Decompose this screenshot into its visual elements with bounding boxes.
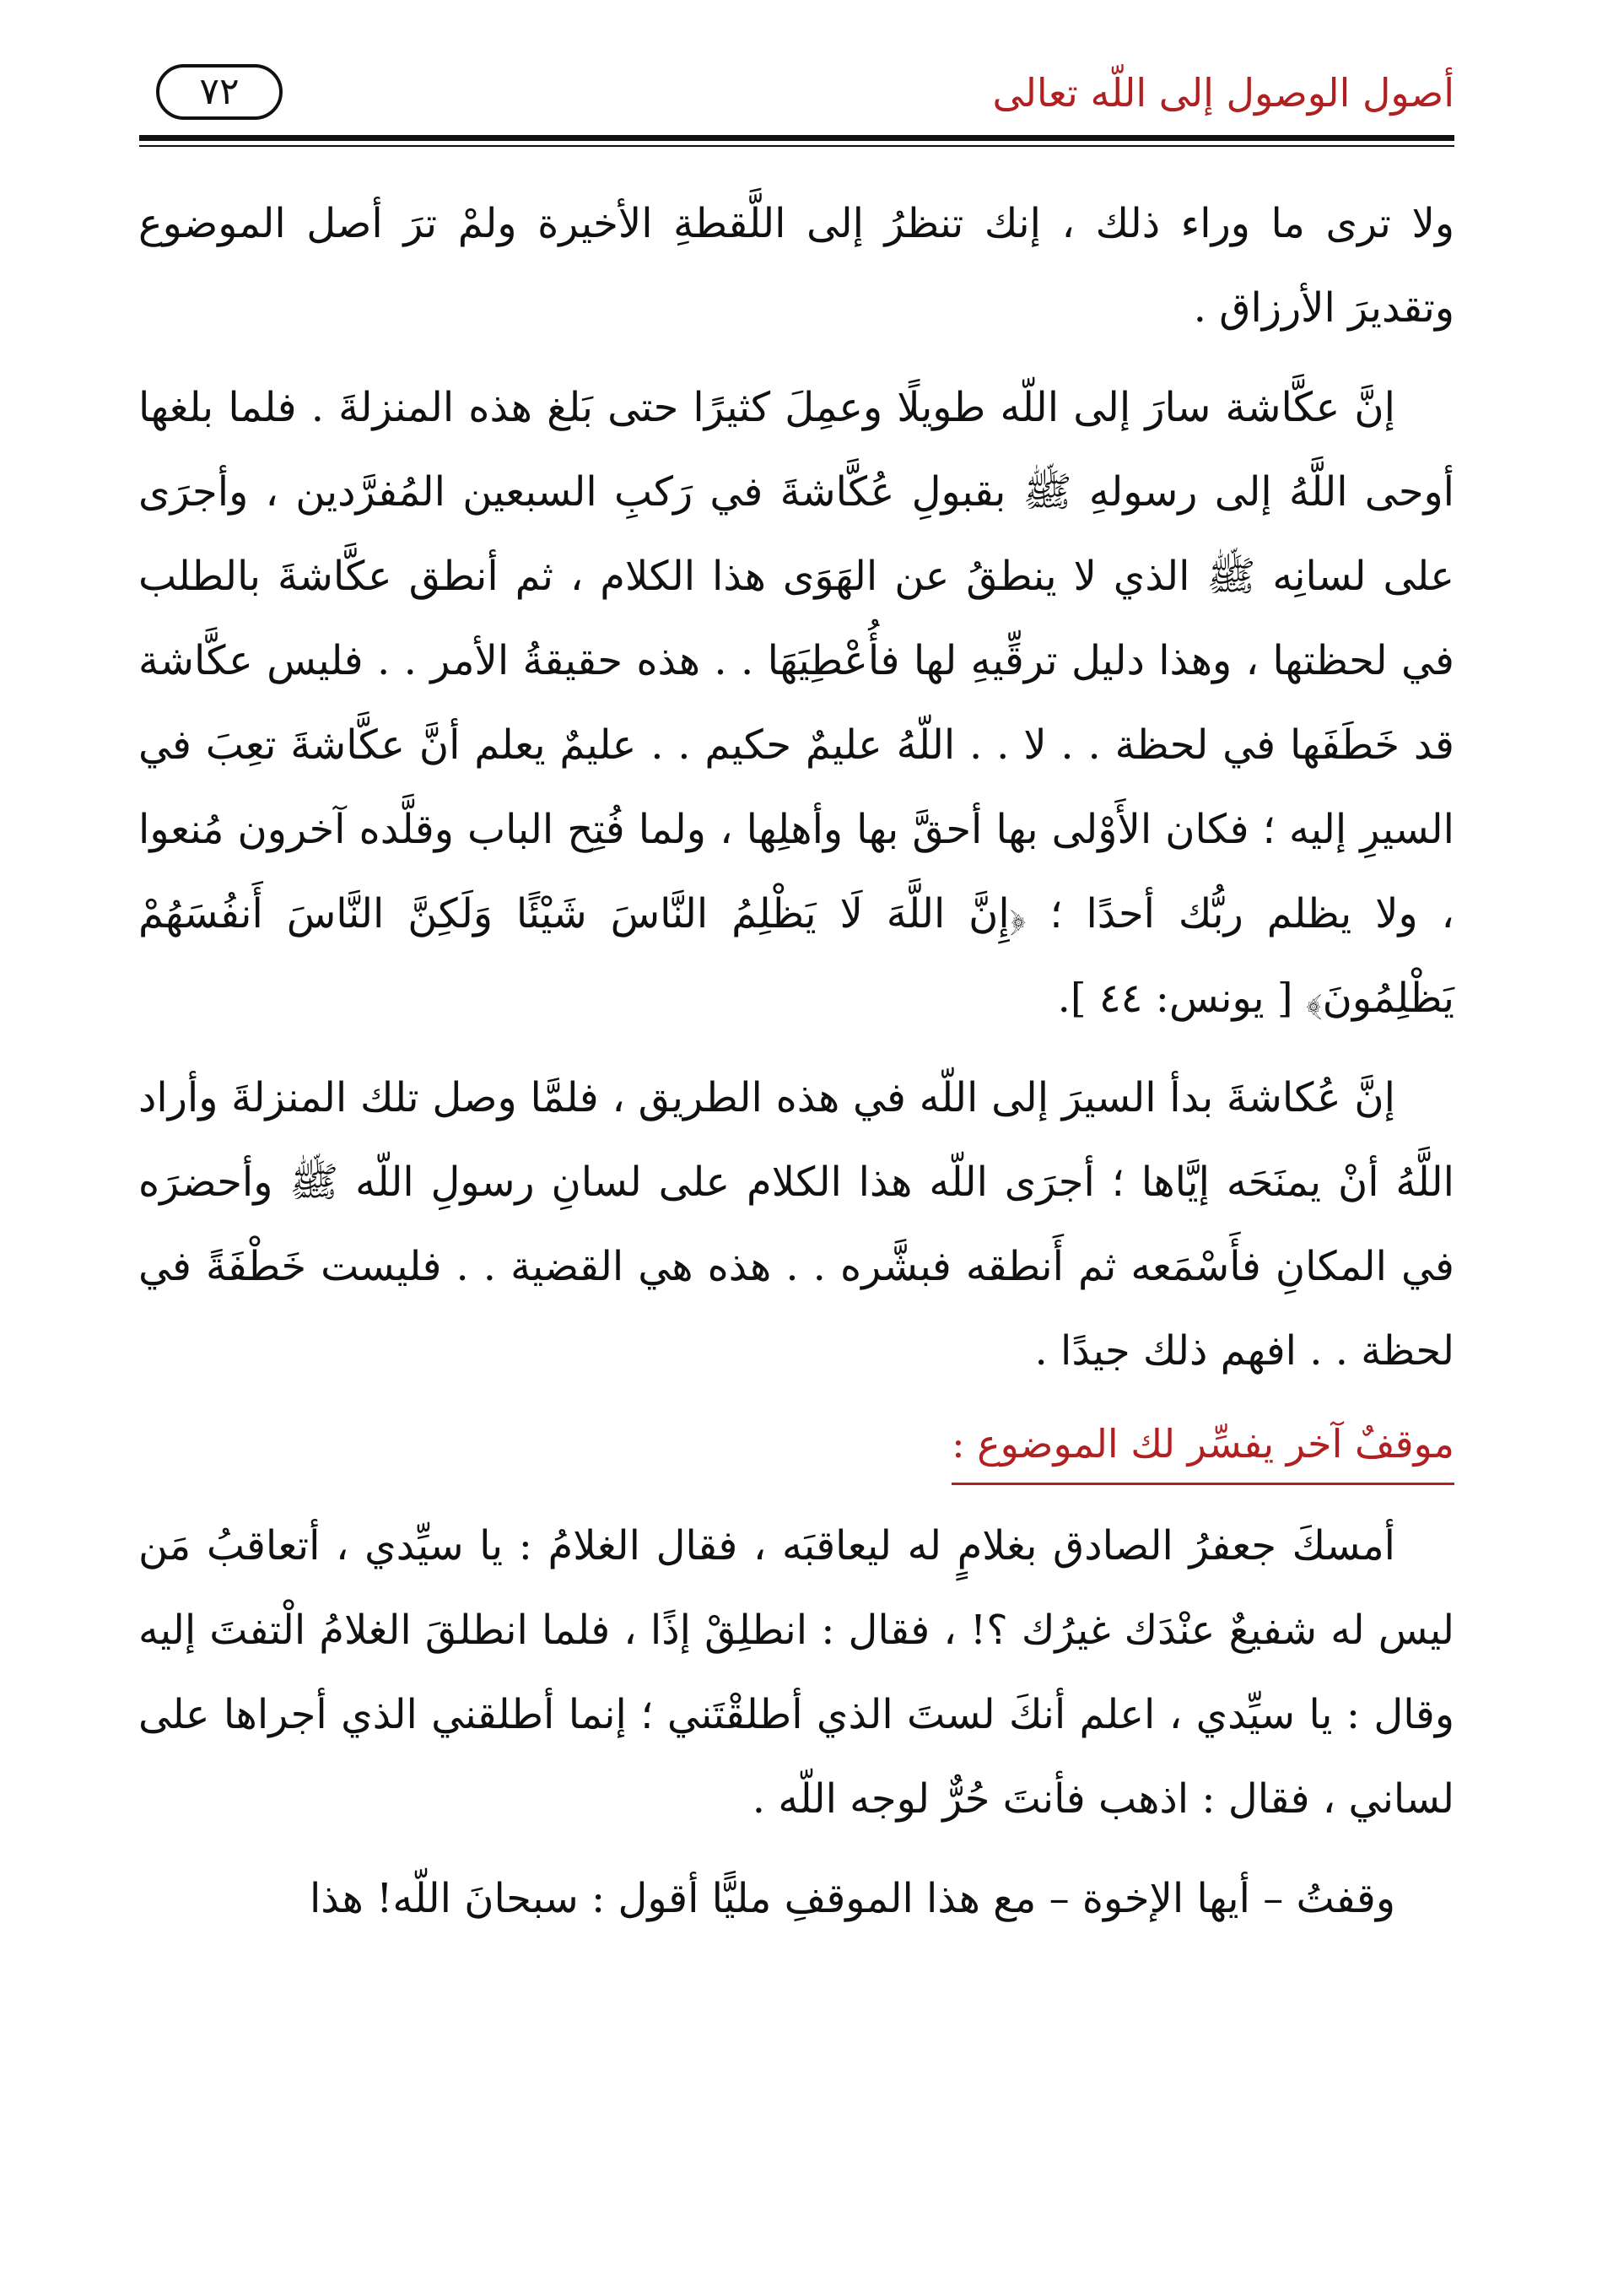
page-content [138,181,1454,1956]
section-heading-wrap [138,1408,1454,1485]
paragraph-okasha [138,365,1454,1040]
paragraph-reflection [138,1856,1454,1941]
page-number-badge: ٧٢ [156,64,283,120]
paragraph-text: إنَّ عكَّاشة سارَ إلى اللّه طويلًا وعمِلَ كثيرًا حتى بَلغ هذه المنزلةَ . فلما بلغها أوحى اللَّهُ إلى رسولهِ ﷺ بقبولِ عُكَّاشةَ في رَكبِ السبعين المُفرَّدين ، وأجرَى على لسانِه ﷺ الذي لا ينطقُ عن الهَوَى هذا الكلام ، ثم أنطق عكَّاشةَ بالطلب في لحظتها ، وهذا دليل ترقِّيهِ لها فأُعْطِيَهَا . . هذه حقيقةُ الأمر . . فليس عكَّاشة قد خَطَفَها في لحظة . . لا . . اللّهُ عليمٌ حكيم . . عليمٌ يعلم أنَّ عكَّاشةَ تعِبَ في السيرِ إليه ؛ فكان الأَوْلى بها أحقَّ بها وأهلِها ، ولما فُتِح الباب وقلَّده آخرون مُنعوا ، ولا يظلم ربُّك أحدًا ؛ [138,384,1455,937]
header-rule-thin [139,145,1454,147]
verse-citation: [ يونس: ٤٤ ]. [1057,975,1293,1022]
header-rule-thick [139,135,1454,141]
book-title: أصول الوصول إلى اللّه تعالى [992,70,1454,116]
paragraph-text: إنَّ عُكاشةَ بدأ السيرَ إلى اللّه في هذه الطريق ، فلمَّا وصل تلك المنزلةَ وأراد اللَّهُ أنْ يمنَحَه إيَّاها ؛ أجرَى اللّه هذا الكلام على لسانِ رسولِ اللّه ﷺ وأحضرَه في المكانِ فأَسْمَعه ثم أَنطقه فبشَّره . . هذه هي القضية . . فليست خَطْفَةً في لحظة . . افهم ذلك جيدًا . [138,1074,1455,1375]
paragraph-text: وقفتُ – أيها الإخوة – مع هذا الموقفِ مليًّا أقول : سبحانَ اللّه! هذا [309,1875,1395,1922]
section-heading: موقفٌ آخر يفسِّر لك الموضوع : [952,1408,1454,1485]
paragraph-continuation [138,181,1454,350]
paragraph-okasha-path [138,1056,1454,1393]
paragraph-jafar [138,1504,1454,1841]
paragraph-text: أمسكَ جعفرُ الصادق بغلامٍ له ليعاقبَه ، فقال الغلامُ : يا سيِّدي ، أتعاقبُ مَن ليس له شفيعٌ عنْدَك غيرُك ؟! ، فقال : انطلِقْ إذًا ، فلما انطلقَ الغلامُ الْتفتَ إليه وقال : يا سيِّدي ، اعلم أنكَ لستَ الذي أطلقْتَني ؛ إنما أطلقني الذي أجراها على لساني ، فقال : اذهب فأنتَ حُرٌّ لوجه اللّه . [138,1522,1454,1823]
paragraph-text: ولا ترى ما وراء ذلك ، إنك تنظرُ إلى اللَّقطةِ الأخيرة ولمْ ترَ أصل الموضوع وتقديرَ الأرزاق . [138,200,1454,332]
running-header [139,52,1454,145]
quran-verse: ﴿إِنَّ اللَّهَ لَا يَظْلِمُ النَّاسَ شَيْئًا وَلَكِنَّ النَّاسَ أَنفُسَهُمْ يَظْلِمُونَ﴾ [138,890,1454,1022]
